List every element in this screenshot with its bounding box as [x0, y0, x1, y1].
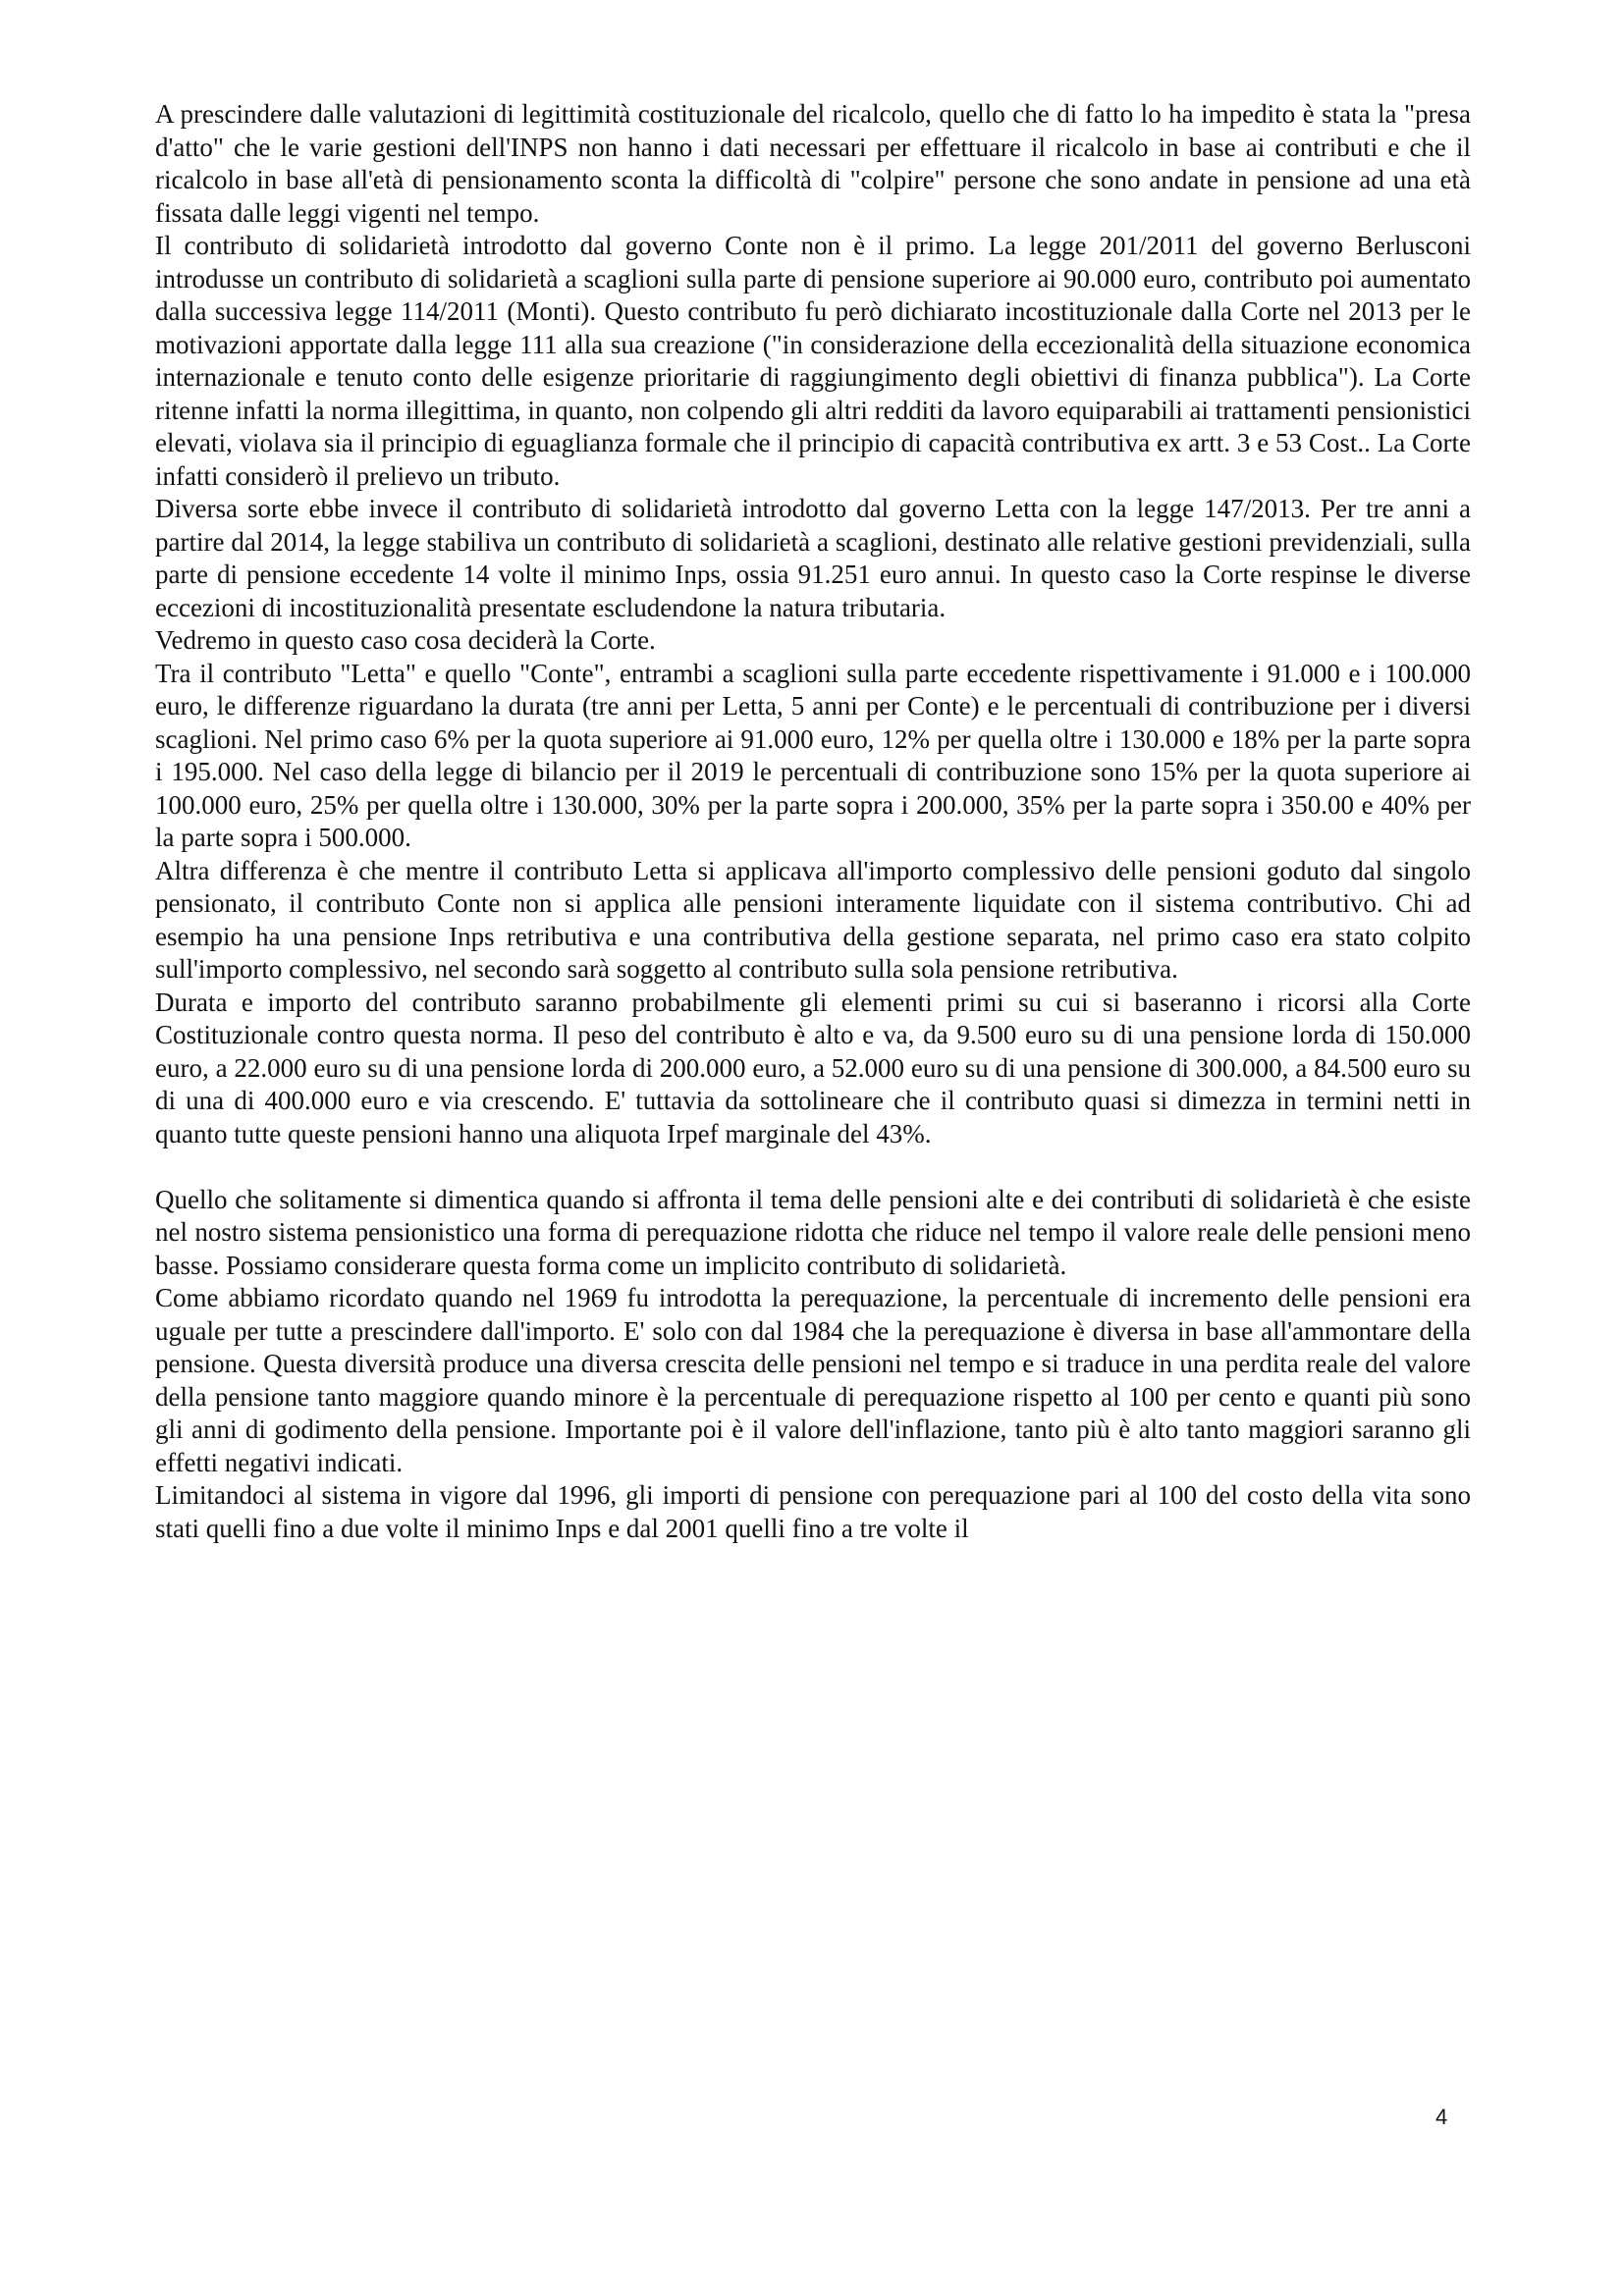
paragraph-storia-perequazione: Come abbiamo ricordato quando nel 1969 fu introdotta la perequazione, la percentuale di incremento delle pensioni era uguale per tutte a prescindere dall'importo. E' solo con dal 1984 che la perequazione è diversa in base all'ammontare della pensione. Questa diversità produce una diversa crescita delle pensioni nel tempo e si traduce in una perdita reale del valore della pensione tanto maggiore quando minore è la percentuale di perequazione rispetto al 100 per cento e quanti più sono gli anni di godimento della pensione. Importante poi è il valore dell'inflazione, tanto più è alto tanto maggiori saranno gli effetti negativi indicati.: [155, 1283, 1471, 1477]
page-number: 4: [1435, 2105, 1448, 2129]
paragraph-ricalcolo: A prescindere dalle valutazioni di legittimità costituzionale del ricalcolo, quello che di fatto lo ha impedito è stata la "presa d'atto" che le varie gestioni dell'INPS non hanno i dati necessari per effettuare il ricalcolo in base ai contributi e che il ricalcolo in base all'età di pensionamento sconta la difficoltà di "colpire" persone che sono andate in pensione ad una età fissata dalle leggi vigenti nel tempo.: [155, 99, 1471, 228]
document-body: [155, 98, 1471, 1545]
paragraph-decisione-corte: Vedremo in questo caso cosa deciderà la Corte.: [155, 625, 656, 655]
paragraph-perequazione-ridotta: Quello che solitamente si dimentica quando si affronta il tema delle pensioni alte e dei contributi di solidarietà è che esiste nel nostro sistema pensionistico una forma di perequazione ridotta che riduce nel tempo il valore reale delle pensioni meno basse. Possiamo considerare questa forma come un implicito contributo di solidarietà.: [155, 1184, 1471, 1280]
paragraph-contributo-letta: Diversa sorte ebbe invece il contributo di solidarietà introdotto dal governo Letta con la legge 147/2013. Per tre anni a partire dal 2014, la legge stabiliva un contributo di solidarietà a scaglioni, destinato alle relative gestioni previdenziali, sulla parte di pensione eccedente 14 volte il minimo Inps, ossia 91.251 euro annui. In questo caso la Corte respinse le diverse eccezioni di incostituzionalità presentate escludendone la natura tributaria.: [155, 494, 1471, 622]
paragraph-sistema-1996: Limitandoci al sistema in vigore dal 1996, gli importi di pensione con perequazione pari al 100 del costo della vita sono stati quelli fino a due volte il minimo Inps e dal 2001 quelli fino a tre volte il: [155, 1480, 1471, 1543]
paragraph-differenze-scaglioni: Tra il contributo "Letta" e quello "Conte", entrambi a scaglioni sulla parte eccedente rispettivamente i 91.000 e i 100.000 euro, le differenze riguardano la durata (tre anni per Letta, 5 anni per Conte) e le percentuali di contribuzione per i diversi scaglioni. Nel primo caso 6% per la quota superiore ai 91.000 euro, 12% per quella oltre i 130.000 e 18% per la parte sopra i 195.000. Nel caso della legge di bilancio per il 2019 le percentuali di contribuzione sono 15% per la quota superiore ai 100.000 euro, 25% per quella oltre i 130.000, 30% per la parte sopra i 200.000, 35% per la parte sopra i 350.00 e 40% per la parte sopra i 500.000.: [155, 658, 1471, 852]
paragraph-spacer: [155, 1150, 1471, 1184]
paragraph-altra-differenza: Altra differenza è che mentre il contributo Letta si applicava all'importo complessivo delle pensioni goduto dal singolo pensionato, il contributo Conte non si applica alle pensioni interamente liquidate con il sistema contributivo. Chi ad esempio ha una pensione Inps retributiva e una contributiva della gestione separata, nel primo caso era stato colpito sull'importo complessivo, nel secondo sarà soggetto al contributo sulla sola pensione retributiva.: [155, 855, 1471, 984]
paragraph-durata-importo: Durata e importo del contributo saranno probabilmente gli elementi primi su cui si baseranno i ricorsi alla Corte Costituzionale contro questa norma. Il peso del contributo è alto e va, da 9.500 euro su di una pensione lorda di 150.000 euro, a 22.000 euro su di una pensione lorda di 200.000 euro, a 52.000 euro su di una pensione di 300.000, a 84.500 euro su di una di 400.000 euro e via crescendo. E' tuttavia da sottolineare che il contributo quasi si dimezza in termini netti in quanto tutte queste pensioni hanno una aliquota Irpef marginale del 43%.: [155, 987, 1471, 1148]
paragraph-contributo-conte: Il contributo di solidarietà introdotto dal governo Conte non è il primo. La legge 201/2011 del governo Berlusconi introdusse un contributo di solidarietà a scaglioni sulla parte di pensione superiore ai 90.000 euro, contributo poi aumentato dalla successiva legge 114/2011 (Monti). Questo contributo fu però dichiarato incostituzionale dalla Corte nel 2013 per le motivazioni apportate dalla legge 111 alla sua creazione ("in considerazione della eccezionalità della situazione economica internazionale e tenuto conto delle esigenze prioritarie di raggiungimento degli obiettivi di finanza pubblica"). La Corte ritenne infatti la norma illegittima, in quanto, non colpendo gli altri redditi da lavoro equiparabili ai trattamenti pensionistici elevati, violava sia il principio di eguaglianza formale che il principio di capacità contributiva ex artt. 3 e 53 Cost.. La Corte infatti considerò il prelievo un tributo.: [155, 231, 1471, 491]
